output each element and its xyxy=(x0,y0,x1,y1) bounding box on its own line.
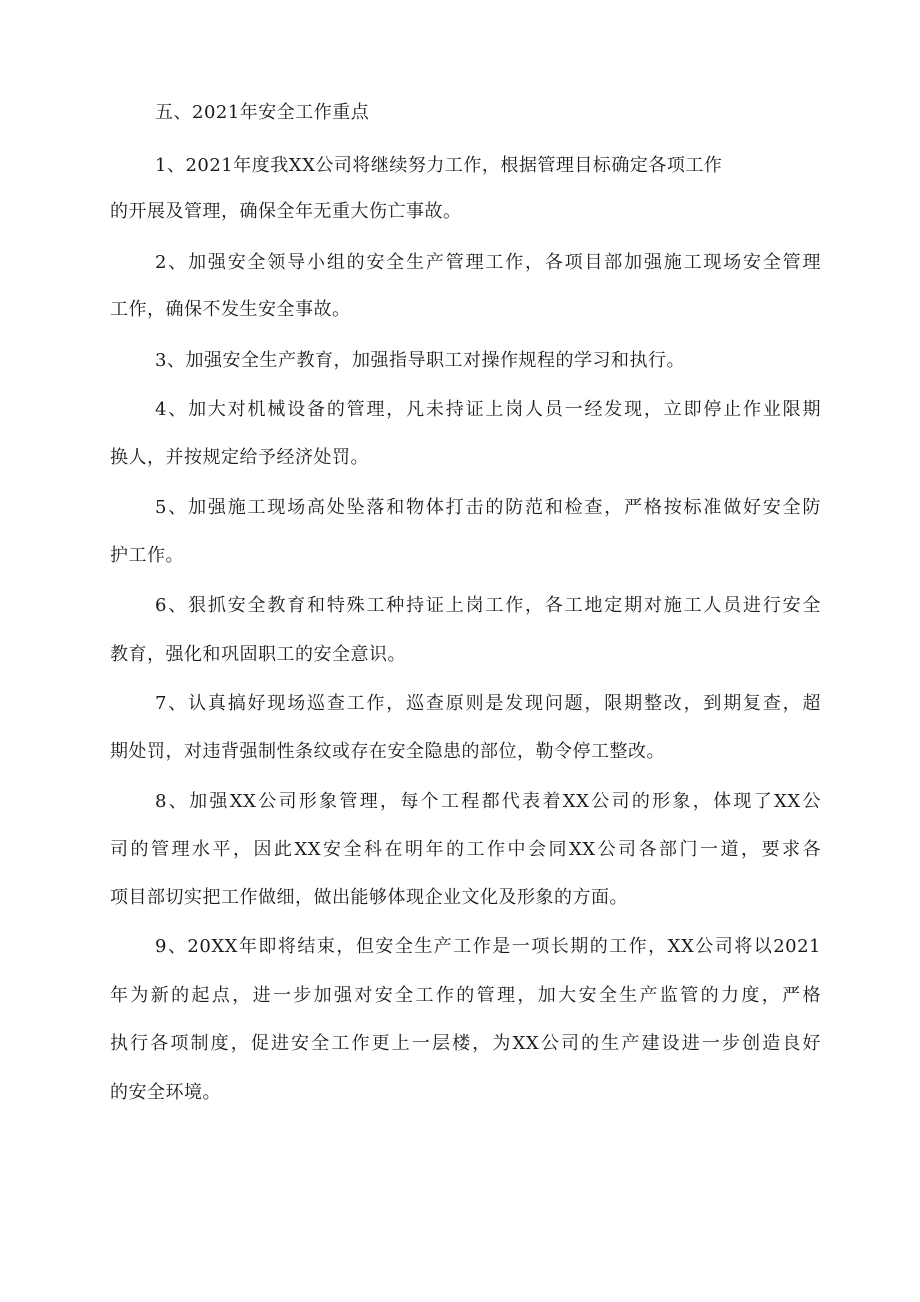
item-8-line-3: 项目部切实把工作做细，做出能够体现企业文化及形象的方面。 xyxy=(110,887,628,908)
item-2-line-2: 工作，确保不发生安全事故。 xyxy=(110,299,351,320)
item-9-line-3: 执行各项制度，促进安全工作更上一层楼，为XX公司的生产建设进一步创造良好 xyxy=(110,1033,821,1054)
item-5-line-1: 5、加强施工现场高处坠落和物体打击的防范和检查，严格按标准做好安全防 xyxy=(155,497,821,518)
item-6-line-2: 教育，强化和巩固职工的安全意识。 xyxy=(110,644,406,665)
item-9-line-1: 9、20XX年即将结束，但安全生产工作是一项长期的工作，XX公司将以2021 xyxy=(155,936,821,957)
item-7-line-1: 7、认真搞好现场巡查工作，巡查原则是发现问题，限期整改，到期复查，超 xyxy=(155,693,821,714)
item-6-line-1: 6、狠抓安全教育和特殊工种持证上岗工作，各工地定期对施工人员进行安全 xyxy=(155,595,821,616)
item-4-line-1: 4、加大对机械设备的管理，凡未持证上岗人员一经发现，立即停止作业限期 xyxy=(155,399,821,420)
item-2-line-1: 2、加强安全领导小组的安全生产管理工作，各项目部加强施工现场安全管理 xyxy=(155,252,821,273)
item-5-line-2: 护工作。 xyxy=(110,545,184,566)
item-9-line-2: 年为新的起点，进一步加强对安全工作的管理，加大安全生产监管的力度，严格 xyxy=(110,985,821,1006)
item-1-line-2: 的开展及管理，确保全年无重大伤亡事故。 xyxy=(110,201,462,222)
section-heading: 五、2021年安全工作重点 xyxy=(155,102,370,123)
item-1-line-1: 1、2021年度我XX公司将继续努力工作，根据管理目标确定各项工作 xyxy=(155,155,723,176)
item-8-line-2: 司的管理水平，因此XX安全科在明年的工作中会同XX公司各部门一道，要求各 xyxy=(110,839,821,860)
item-8-line-1: 8、加强XX公司形象管理，每个工程都代表着XX公司的形象，体现了XX公 xyxy=(155,791,821,812)
item-9-line-4: 的安全环境。 xyxy=(110,1082,221,1103)
item-7-line-2: 期处罚，对违背强制性条纹或存在安全隐患的部位，勒令停工整改。 xyxy=(110,741,665,762)
item-3-line-1: 3、加强安全生产教育，加强指导职工对操作规程的学习和执行。 xyxy=(155,350,685,371)
item-4-line-2: 换人，并按规定给予经济处罚。 xyxy=(110,447,369,468)
